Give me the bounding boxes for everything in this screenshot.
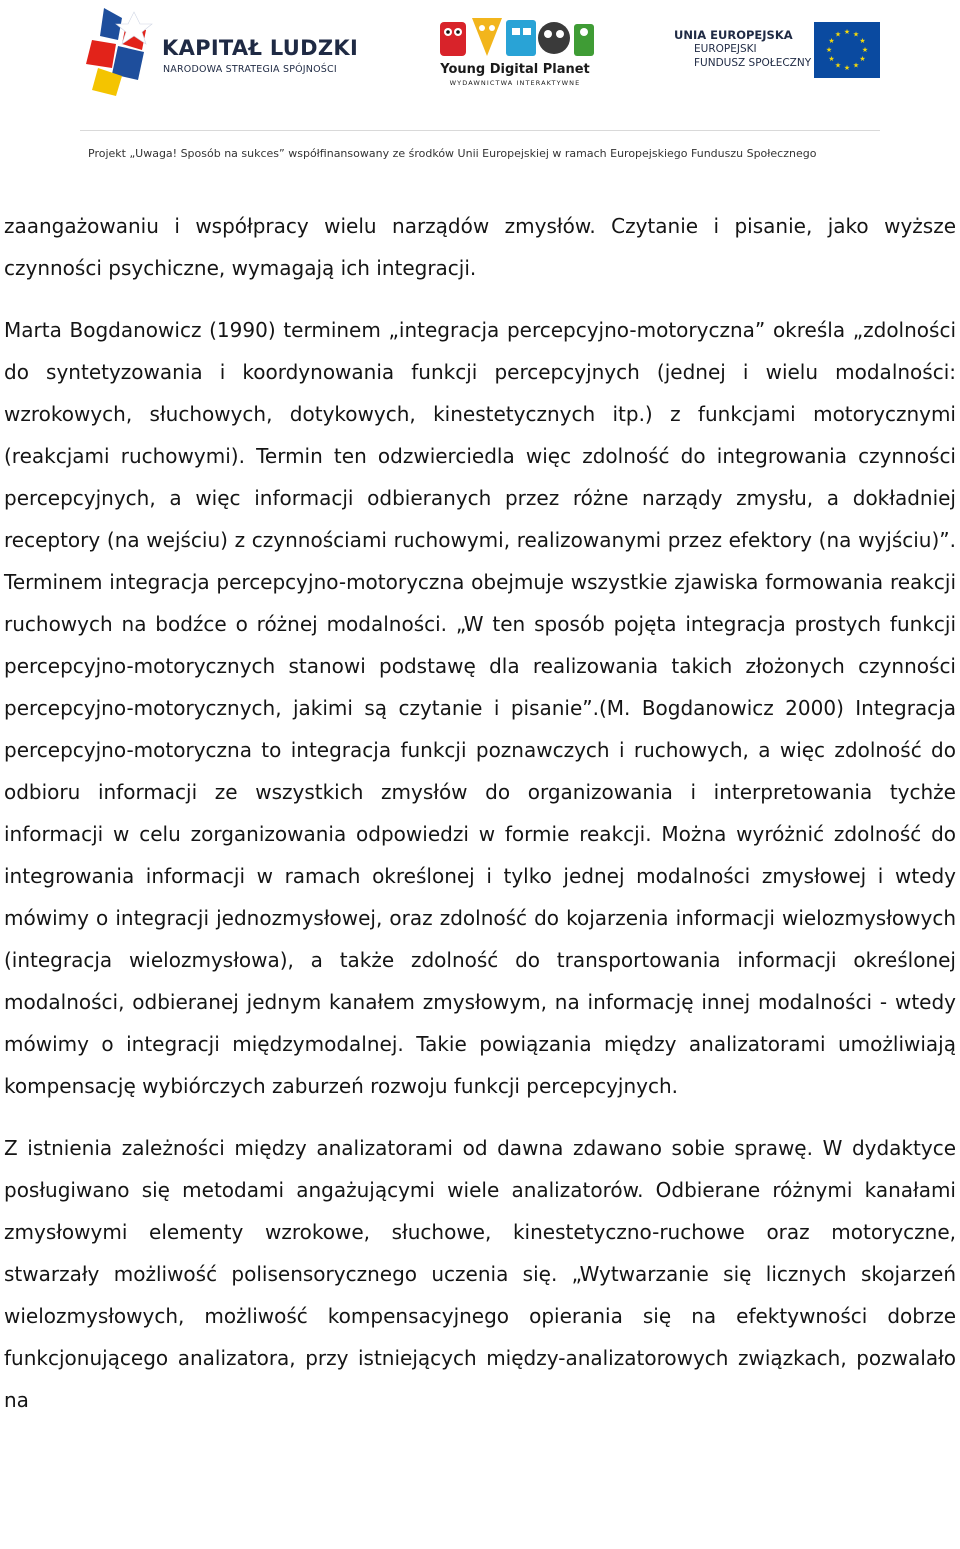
- eu-flag-icon: [814, 22, 880, 78]
- svg-text:★: ★: [852, 30, 860, 39]
- header-divider: [80, 130, 880, 131]
- ydp-subtitle: WYDAWNICTWA INTERAKTYWNE: [449, 79, 581, 87]
- unia-europejska-logo: [670, 22, 882, 82]
- project-funding-note: Projekt „Uwaga! Sposób na sukces” współfinansowany ze środków Unii Europejskiej w ramach Europejskiego Funduszu Społecznego: [88, 147, 817, 160]
- kapital-ludzki-emblem-icon: [82, 6, 160, 98]
- paragraph-2: Marta Bogdanowicz (1990) terminem „integracja percepcyjno-motoryczna” określa „zdolności do syntetyzowania i koordynowania funkcji percepcyjnych (jednej i wielu modalności: wzrokowych, słuchowych, dotykowych, kinestetycznych itp.) z funkcjami motorycznymi (reakcjami ruchowymi). Termin ten odzwierciedla więc zdolność do integrowania czynności percepcyjnych, a więc informacji odbieranych przez różne narządy zmysłu, a dokładniej receptory (na wejściu) z czynnościami ruchowymi, realizowanymi przez efektory (na wyjściu)”. Terminem integracja percepcyjno-motoryczna obejmuje wszystkie zjawiska formowania reakcji ruchowych na bodźce o różnej modalności. „W ten sposób pojęta integracja prostych funkcji percepcyjno-motorycznych stanowi podstawę dla realizowania takich złożonych czynności percepcyjno-motorycznych, jakimi są czytanie i pisanie”.(M. Bogdanowicz 2000) Integracja percepcyjno-motoryczna to integracja funkcji poznawczych i ruchowych, a więc zdolność do odbioru informacji ze wszystkich zmysłów do organizowania i interpretowania tychże informacji w celu zorganizowania odpowiedzi w formie reakcji. Można wyróżnić zdolność do integrowania informacji w ramach określonej i tylko jednej modalności zmysłowej i wtedy mówimy o integracji jednozmysłowej, oraz zdolność do kojarzenia informacji wielozmysłowych (integracja wielozmysłowa), a także zdolność do transportowania informacji określonej modalności, odbieranej jednym kanałem zmysłowym, na informację innej modalności - wtedy mówimy o integracji międzymodalnej. Takie powiązania między analizatorami umożliwiają kompensację wybiórczych zaburzeń rozwoju funkcji percepcyjnych.: [4, 318, 956, 1098]
- kapital-ludzki-title: KAPITAŁ LUDZKI: [162, 36, 359, 60]
- svg-text:★: ★: [852, 61, 860, 70]
- svg-text:★: ★: [828, 37, 835, 45]
- ydp-name: Young Digital Planet: [440, 62, 590, 77]
- svg-text:★: ★: [843, 28, 851, 36]
- svg-text:★: ★: [834, 30, 842, 39]
- young-digital-planet-logo: [434, 12, 598, 92]
- ue-line-2: EUROPEJSKI: [694, 43, 757, 55]
- paragraph-3: Z istnienia zależności między analizatorami od dawna zdawano sobie sprawę. W dydaktyce posługiwano się metodami angażującymi wiele analizatorów. Odbierane różnymi kanałami zmysłowymi elementy wzrokowe, słuchowe, kinestetyczno-ruchowe oraz motoryczne, stwarzały możliwość polisensorycznego uczenia się. „Wytwarzanie się licznych skojarzeń wielozmysłowych, możliwość kompensacyjnego opierania się na efektywności dobrze funkcjonującego analizatora, przy istniejących między-analizatorowych związkach, pozwalało na: [4, 1136, 956, 1412]
- svg-text:★: ★: [859, 55, 866, 63]
- document-header: [0, 0, 960, 180]
- svg-text:★: ★: [859, 37, 866, 45]
- svg-text:★: ★: [843, 64, 851, 72]
- svg-text:★: ★: [825, 46, 833, 54]
- ue-line-3: FUNDUSZ SPOŁECZNY: [694, 57, 812, 69]
- svg-text:★: ★: [861, 46, 869, 54]
- kapital-ludzki-subtitle: NARODOWA STRATEGIA SPÓJNOŚCI: [163, 64, 337, 75]
- ue-line-1: UNIA EUROPEJSKA: [674, 28, 793, 42]
- paragraph-1: zaangażowaniu i współpracy wielu narządów zmysłów. Czytanie i pisanie, jako wyższe czynności psychiczne, wymagają ich integracji.: [4, 214, 956, 280]
- kapital-ludzki-logo: [82, 6, 382, 98]
- document-body: [4, 205, 956, 1421]
- svg-text:★: ★: [834, 61, 842, 70]
- svg-text:★: ★: [828, 55, 835, 63]
- ydp-characters-icon: [436, 12, 596, 62]
